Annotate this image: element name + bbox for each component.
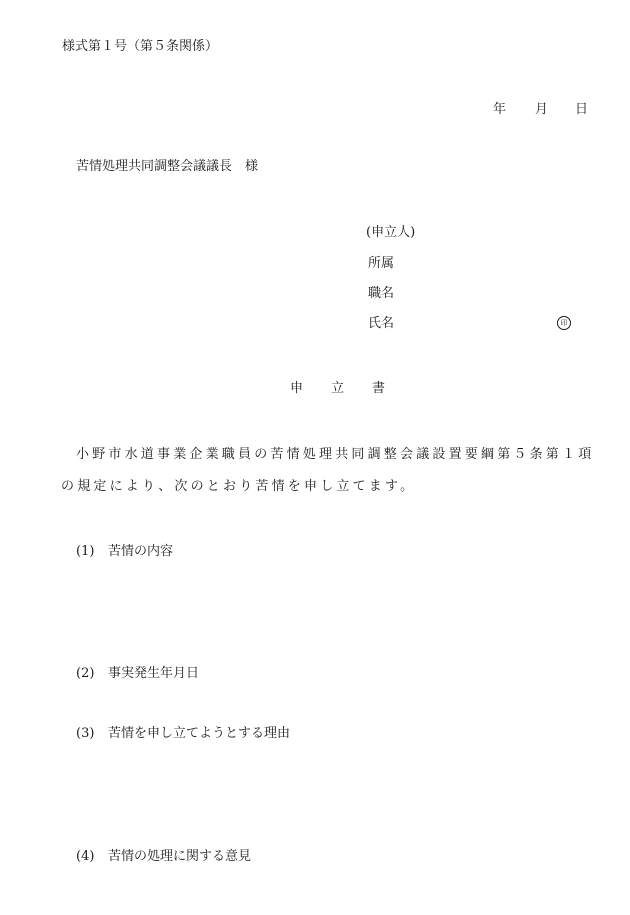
date-year-label: 年	[493, 102, 507, 117]
item-number: (3)	[76, 726, 95, 741]
item-label: 事実発生年月日	[108, 666, 200, 681]
item-number: (2)	[76, 666, 95, 681]
item-number: (1)	[76, 544, 95, 559]
item-label: 苦情の処理に関する意見	[108, 849, 252, 864]
job-title-label: 職名	[368, 286, 395, 301]
date-month-label: 月	[535, 102, 549, 117]
affiliation-label: 所属	[368, 256, 395, 271]
item-label: 苦情の内容	[108, 544, 174, 559]
name-label: 氏名	[368, 316, 395, 331]
document-title-char-1: 申	[290, 381, 304, 396]
body-line-2: の規定により、次のとおり苦情を申し立てます。	[61, 479, 417, 494]
seal-mark: 印	[557, 316, 571, 330]
applicant-heading: (申立人)	[366, 225, 416, 240]
item-label: 苦情を申し立てようとする理由	[108, 726, 291, 741]
date-day-label: 日	[575, 102, 589, 117]
body-line-1: 小野市水道事業企業職員の苦情処理共同調整会議設置要綱第５条第１項	[76, 447, 595, 462]
item-number: (4)	[76, 849, 95, 864]
form-number: 様式第１号（第５条関係）	[62, 39, 219, 54]
document-title-char-3: 書	[372, 381, 386, 396]
document-title-char-2: 立	[331, 381, 345, 396]
addressee: 苦情処理共同調整会議議長 様	[76, 159, 259, 174]
